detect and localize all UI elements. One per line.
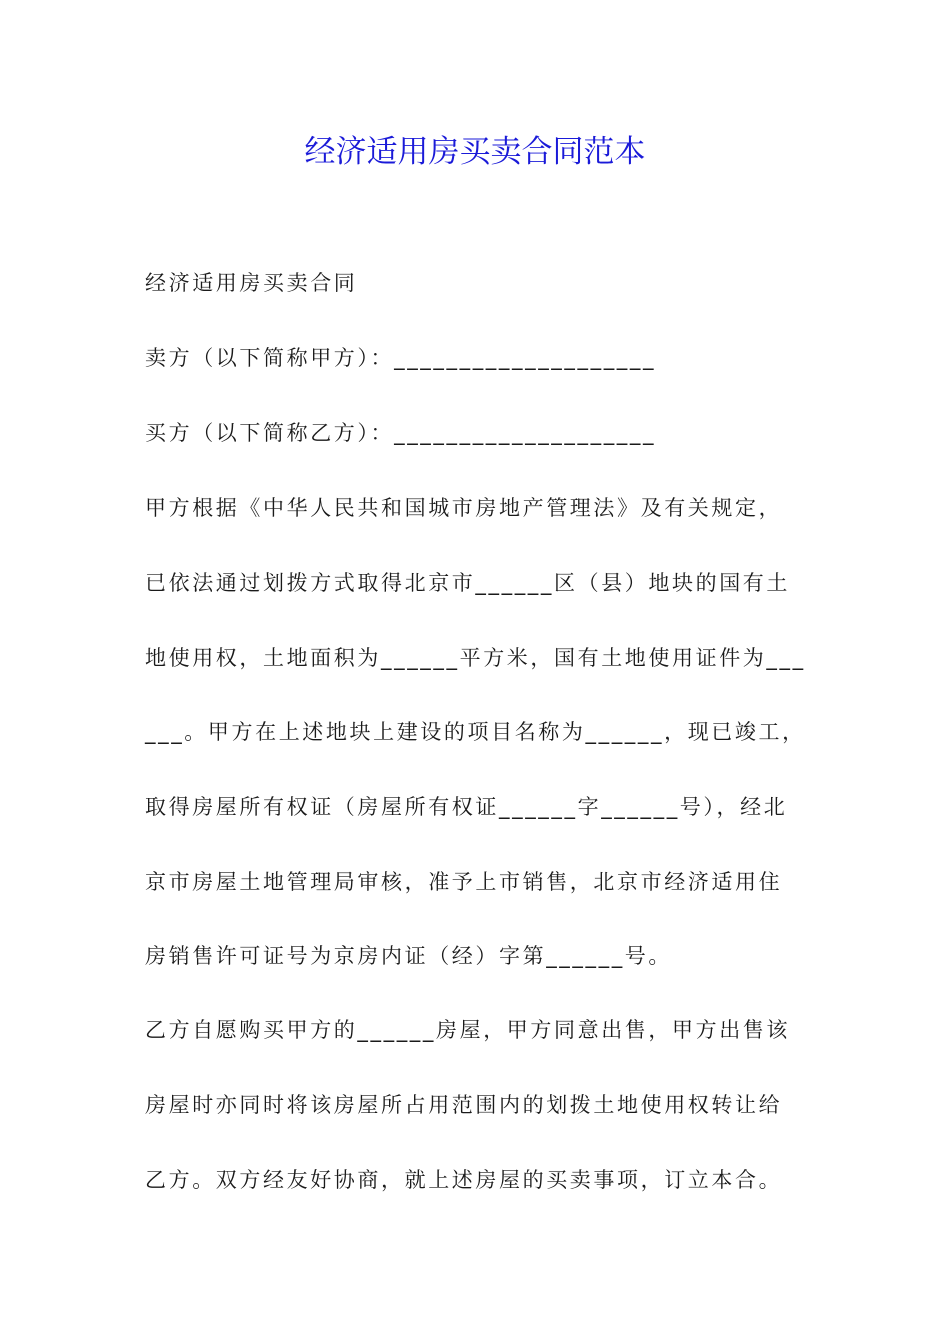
paragraph-line: ___。甲方在上述地块上建设的项目名称为______，现已竣工， [145, 720, 806, 744]
document-title: 经济适用房买卖合同范本 [304, 134, 646, 170]
seller-line: 卖方（以下简称甲方）：____________________ [145, 346, 657, 370]
paragraph-line: 甲方根据《中华人民共和国城市房地产管理法》及有关规定， [145, 496, 783, 520]
paragraph-line: 地使用权，土地面积为______平方米，国有土地使用证件为___ [145, 646, 806, 670]
contract-heading: 经济适用房买卖合同 [145, 271, 358, 295]
paragraph-line: 取得房屋所有权证（房屋所有权证______字______号），经北 [145, 795, 788, 819]
paragraph-line: 房屋时亦同时将该房屋所占用范围内的划拨土地使用权转让给 [145, 1093, 783, 1117]
paragraph-line: 乙方。双方经友好协商，就上述房屋的买卖事项，订立本合。 [145, 1168, 783, 1192]
paragraph-line: 乙方自愿购买甲方的______房屋，甲方同意出售，甲方出售该 [145, 1018, 790, 1042]
paragraph-line: 京市房屋土地管理局审核，准予上市销售，北京市经济适用住 [145, 870, 783, 894]
buyer-line: 买方（以下简称乙方）：____________________ [145, 421, 657, 445]
paragraph-line: 已依法通过划拨方式取得北京市______区（县）地块的国有土 [145, 571, 790, 595]
paragraph-line: 房销售许可证号为京房内证（经）字第______号。 [145, 944, 672, 968]
